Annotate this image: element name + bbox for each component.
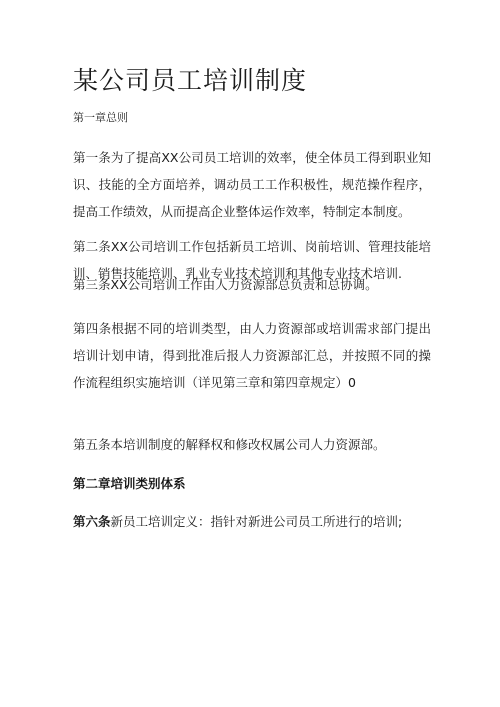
article-6	[73, 508, 431, 535]
article-5: 第五条本培训制度的解释权和修改权属公司人力资源部。	[73, 437, 386, 452]
article-4: 第四条根据不同的培训类型，由人力资源部或培训需求部门提出培训计划申请，得到批准后报人力资源部汇总，并按照不同的操作流程组织实施培训（详见第三章和第四章规定）0	[73, 321, 431, 390]
document-title: 某公司员工培训制度	[73, 66, 308, 95]
article-3: 第三条XX公司培训工作由人力资源部总负责和总协调。	[73, 277, 378, 292]
article-6-text: 新员工培训定义：指针对新进公司员工所进行的培训;	[110, 514, 403, 529]
chapter-2-heading: 第二章培训类别体系	[73, 476, 186, 491]
article-6-label: 第六条	[73, 514, 111, 529]
article-2: 第二条XX公司培训工作包括新员工培训、岗前培训、管理技能培训、销售技能培训、乳业专业技术培训和其他专业技术培训.	[73, 239, 431, 281]
article-1: 第一条为了提高XX公司员工培训的效率，使全体员工得到职业知识、技能的全方面培养，调动员工工作积极性，规范操作程序，提高工作绩效，从而提高企业整体运作效率，特制定本制度。	[73, 150, 431, 219]
chapter-1-heading: 第一章总则	[73, 111, 128, 124]
